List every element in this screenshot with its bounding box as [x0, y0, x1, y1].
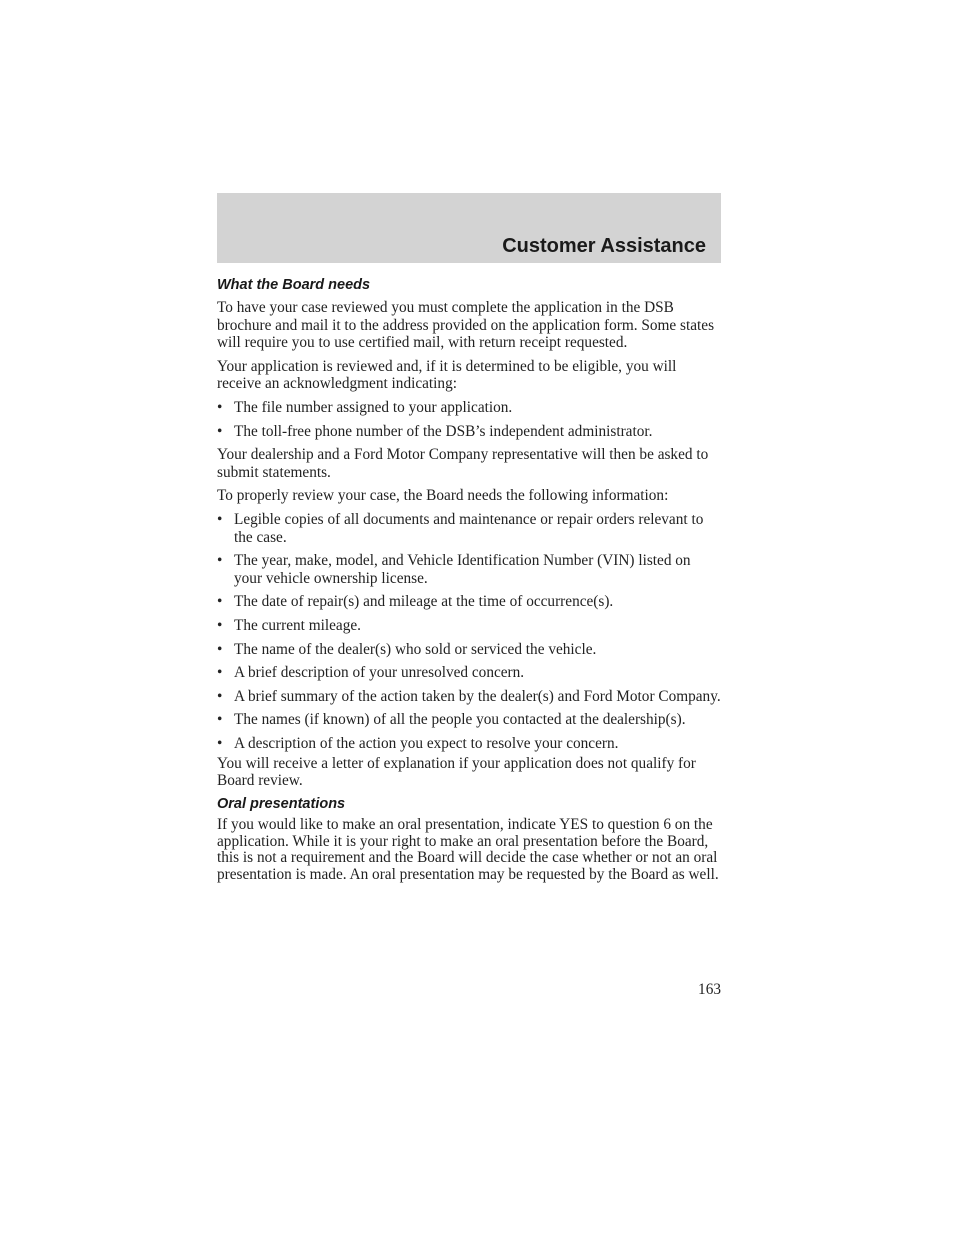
bullet-icon: •	[217, 422, 223, 440]
list-item: • A brief description of your unresolved concern.	[217, 664, 525, 682]
paragraph-application-instructions: To have your case reviewed you must complete the application in the DSB brochure and mail it to the address provided on the application form. Some states will require you to use certified mail, with return receipt requested.	[217, 299, 715, 352]
bullet-icon: •	[217, 711, 223, 729]
acknowledgment-list	[217, 399, 721, 440]
list-item: • The date of repair(s) and mileage at the time of occurrence(s).	[217, 593, 614, 611]
list-item: • The name of the dealer(s) who sold or serviced the vehicle.	[217, 640, 597, 658]
paragraph-letter-of-explanation: You will receive a letter of explanation if your application does not qualify for Board review.	[217, 755, 696, 789]
required-information-list	[217, 511, 721, 753]
list-item: • The names (if known) of all the people you contacted at the dealership(s).	[217, 711, 686, 729]
list-item: • The file number assigned to your application.	[217, 398, 513, 416]
paragraph-statements: Your dealership and a Ford Motor Company representative will then be asked to submit statements.	[217, 446, 709, 481]
list-item: • Legible copies of all documents and maintenance or repair orders relevant to the case.	[217, 510, 704, 546]
section-header-band	[217, 193, 721, 263]
bullet-icon: •	[217, 664, 223, 682]
bullet-icon: •	[217, 398, 223, 416]
page-number: 163	[698, 981, 721, 998]
bullet-icon: •	[217, 734, 223, 752]
paragraph-information-intro: To properly review your case, the Board needs the following information:	[217, 487, 669, 505]
bullet-icon: •	[217, 593, 223, 611]
list-item: • The year, make, model, and Vehicle Identification Number (VIN) listed on your vehicle ownership license.	[217, 552, 691, 587]
subheading-oral-presentations: Oral presentations	[217, 796, 346, 813]
bullet-icon: •	[217, 510, 223, 528]
page-content	[217, 276, 721, 889]
bullet-icon: •	[217, 552, 223, 570]
list-item: • A brief summary of the action taken by the dealer(s) and Ford Motor Company.	[217, 687, 721, 705]
bullet-icon: •	[217, 616, 223, 634]
section-title: Customer Assistance	[502, 235, 706, 257]
list-item: • A description of the action you expect to resolve your concern.	[217, 734, 619, 752]
bullet-icon: •	[217, 640, 223, 658]
subheading-what-the-board-needs: What the Board needs	[217, 277, 371, 293]
paragraph-oral-presentation: If you would like to make an oral presentation, indicate YES to question 6 on the application. While it is your right to make an oral presentation before the Board, this is not a requirement and the Board will decide the case whether or not an oral presentation is made. An oral presentation may be requested by the Board as well.	[217, 816, 719, 883]
paragraph-acknowledgment-intro: Your application is reviewed and, if it is determined to be eligible, you will receive an acknowledgment indicating:	[217, 357, 677, 393]
list-item: • The toll-free phone number of the DSB’s independent administrator.	[217, 422, 653, 440]
list-item: • The current mileage.	[217, 616, 361, 634]
bullet-icon: •	[217, 687, 223, 705]
